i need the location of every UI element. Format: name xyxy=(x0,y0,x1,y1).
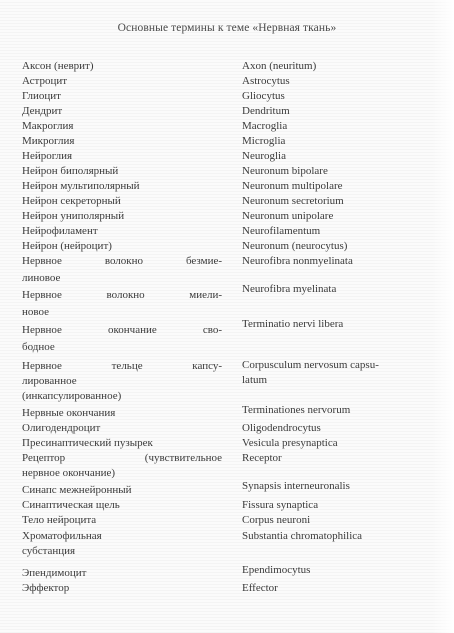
term-latin: Terminatio nervi libera xyxy=(242,318,344,330)
term-latin: Effector xyxy=(242,582,278,594)
term-latin: Neurofibra myelinata xyxy=(242,283,337,295)
term-russian: Синапс межнейронный xyxy=(22,484,132,496)
term-latin: Neuronum secretorium xyxy=(242,195,344,207)
term-russian-continued: субстанция xyxy=(22,545,76,557)
term-russian: Нервное волокно безмие- xyxy=(22,255,222,267)
term-latin: Corpusculum nervosum capsu- xyxy=(242,359,379,371)
term-russian: Эффектор xyxy=(22,582,70,594)
term-latin: Neurofibra nonmyelinata xyxy=(242,255,353,267)
term-latin: Ependimocytus xyxy=(242,564,311,576)
term-russian-continued: новое xyxy=(22,306,50,318)
term-russian: Дендрит xyxy=(22,105,63,117)
scan-edge xyxy=(432,0,454,633)
term-latin: Neuronum (neurocytus) xyxy=(242,240,348,252)
term-russian: Нервное волокно миели- xyxy=(22,289,222,301)
page-title: Основные термины к теме «Нервная ткань» xyxy=(117,22,337,34)
term-russian: Нейроглия xyxy=(22,150,73,162)
term-russian: Тело нейроцита xyxy=(22,514,97,526)
term-russian: Астроцит xyxy=(22,75,68,87)
term-latin: Neurofilamentum xyxy=(242,225,321,237)
term-latin: Receptor xyxy=(242,452,282,464)
term-russian: Нейрофиламент xyxy=(22,225,98,237)
term-latin: Gliocytus xyxy=(242,90,285,102)
term-latin: Synapsis interneuronalis xyxy=(242,480,350,492)
term-latin: Terminationes nervorum xyxy=(242,404,351,416)
term-russian: Эпендимоцит xyxy=(22,567,87,579)
term-russian: Аксон (неврит) xyxy=(22,60,94,72)
term-latin: Substantia chromatophilica xyxy=(242,530,363,542)
term-russian: Хроматофильная xyxy=(22,530,102,542)
term-latin: Dendritum xyxy=(242,105,290,117)
term-latin: Neuronum multipolare xyxy=(242,180,343,192)
term-russian-continued: лированное xyxy=(22,375,77,387)
term-latin: Microglia xyxy=(242,135,286,147)
term-russian: Нервные окончания xyxy=(22,407,116,419)
term-latin-continued: latum xyxy=(242,374,268,386)
term-russian: Пресинаптический пузырек xyxy=(22,437,153,449)
term-russian: Макроглия xyxy=(22,120,74,132)
term-russian-continued: бодное xyxy=(22,341,55,353)
term-russian-continued: (инкапсулированное) xyxy=(22,390,122,402)
term-russian: Глиоцит xyxy=(22,90,61,102)
term-latin: Neuronum unipolare xyxy=(242,210,334,222)
term-latin: Neuroglia xyxy=(242,150,286,162)
term-russian: Нейрон мультиполярный xyxy=(22,180,140,192)
term-latin: Astrocytus xyxy=(242,75,290,87)
term-latin: Neuronum bipolare xyxy=(242,165,328,177)
term-latin: Axon (neuritum) xyxy=(242,60,317,72)
term-latin: Macroglia xyxy=(242,120,288,132)
term-russian: Нейрон биполярный xyxy=(22,165,119,177)
term-russian: Синаптическая щель xyxy=(22,499,120,511)
term-russian: Нейрон (нейроцит) xyxy=(22,240,112,252)
term-russian: Олигодендроцит xyxy=(22,422,101,434)
term-latin: Fissura synaptica xyxy=(242,499,319,511)
term-latin: Corpus neuroni xyxy=(242,514,311,526)
term-russian-continued: нервное окончание) xyxy=(22,467,116,479)
term-russian: Нервное окончание сво- xyxy=(22,324,222,336)
term-russian: Нейрон униполярный xyxy=(22,210,125,222)
term-latin: Oligodendrocytus xyxy=(242,422,321,434)
term-russian: Нейрон секреторный xyxy=(22,195,121,207)
term-russian: Нервное тельце капсу- xyxy=(22,360,222,372)
term-russian-continued: линовое xyxy=(22,272,61,284)
term-latin: Vesicula presynaptica xyxy=(242,437,338,449)
term-russian: Рецептор (чувствительное xyxy=(22,452,222,464)
term-russian: Микроглия xyxy=(22,135,75,147)
